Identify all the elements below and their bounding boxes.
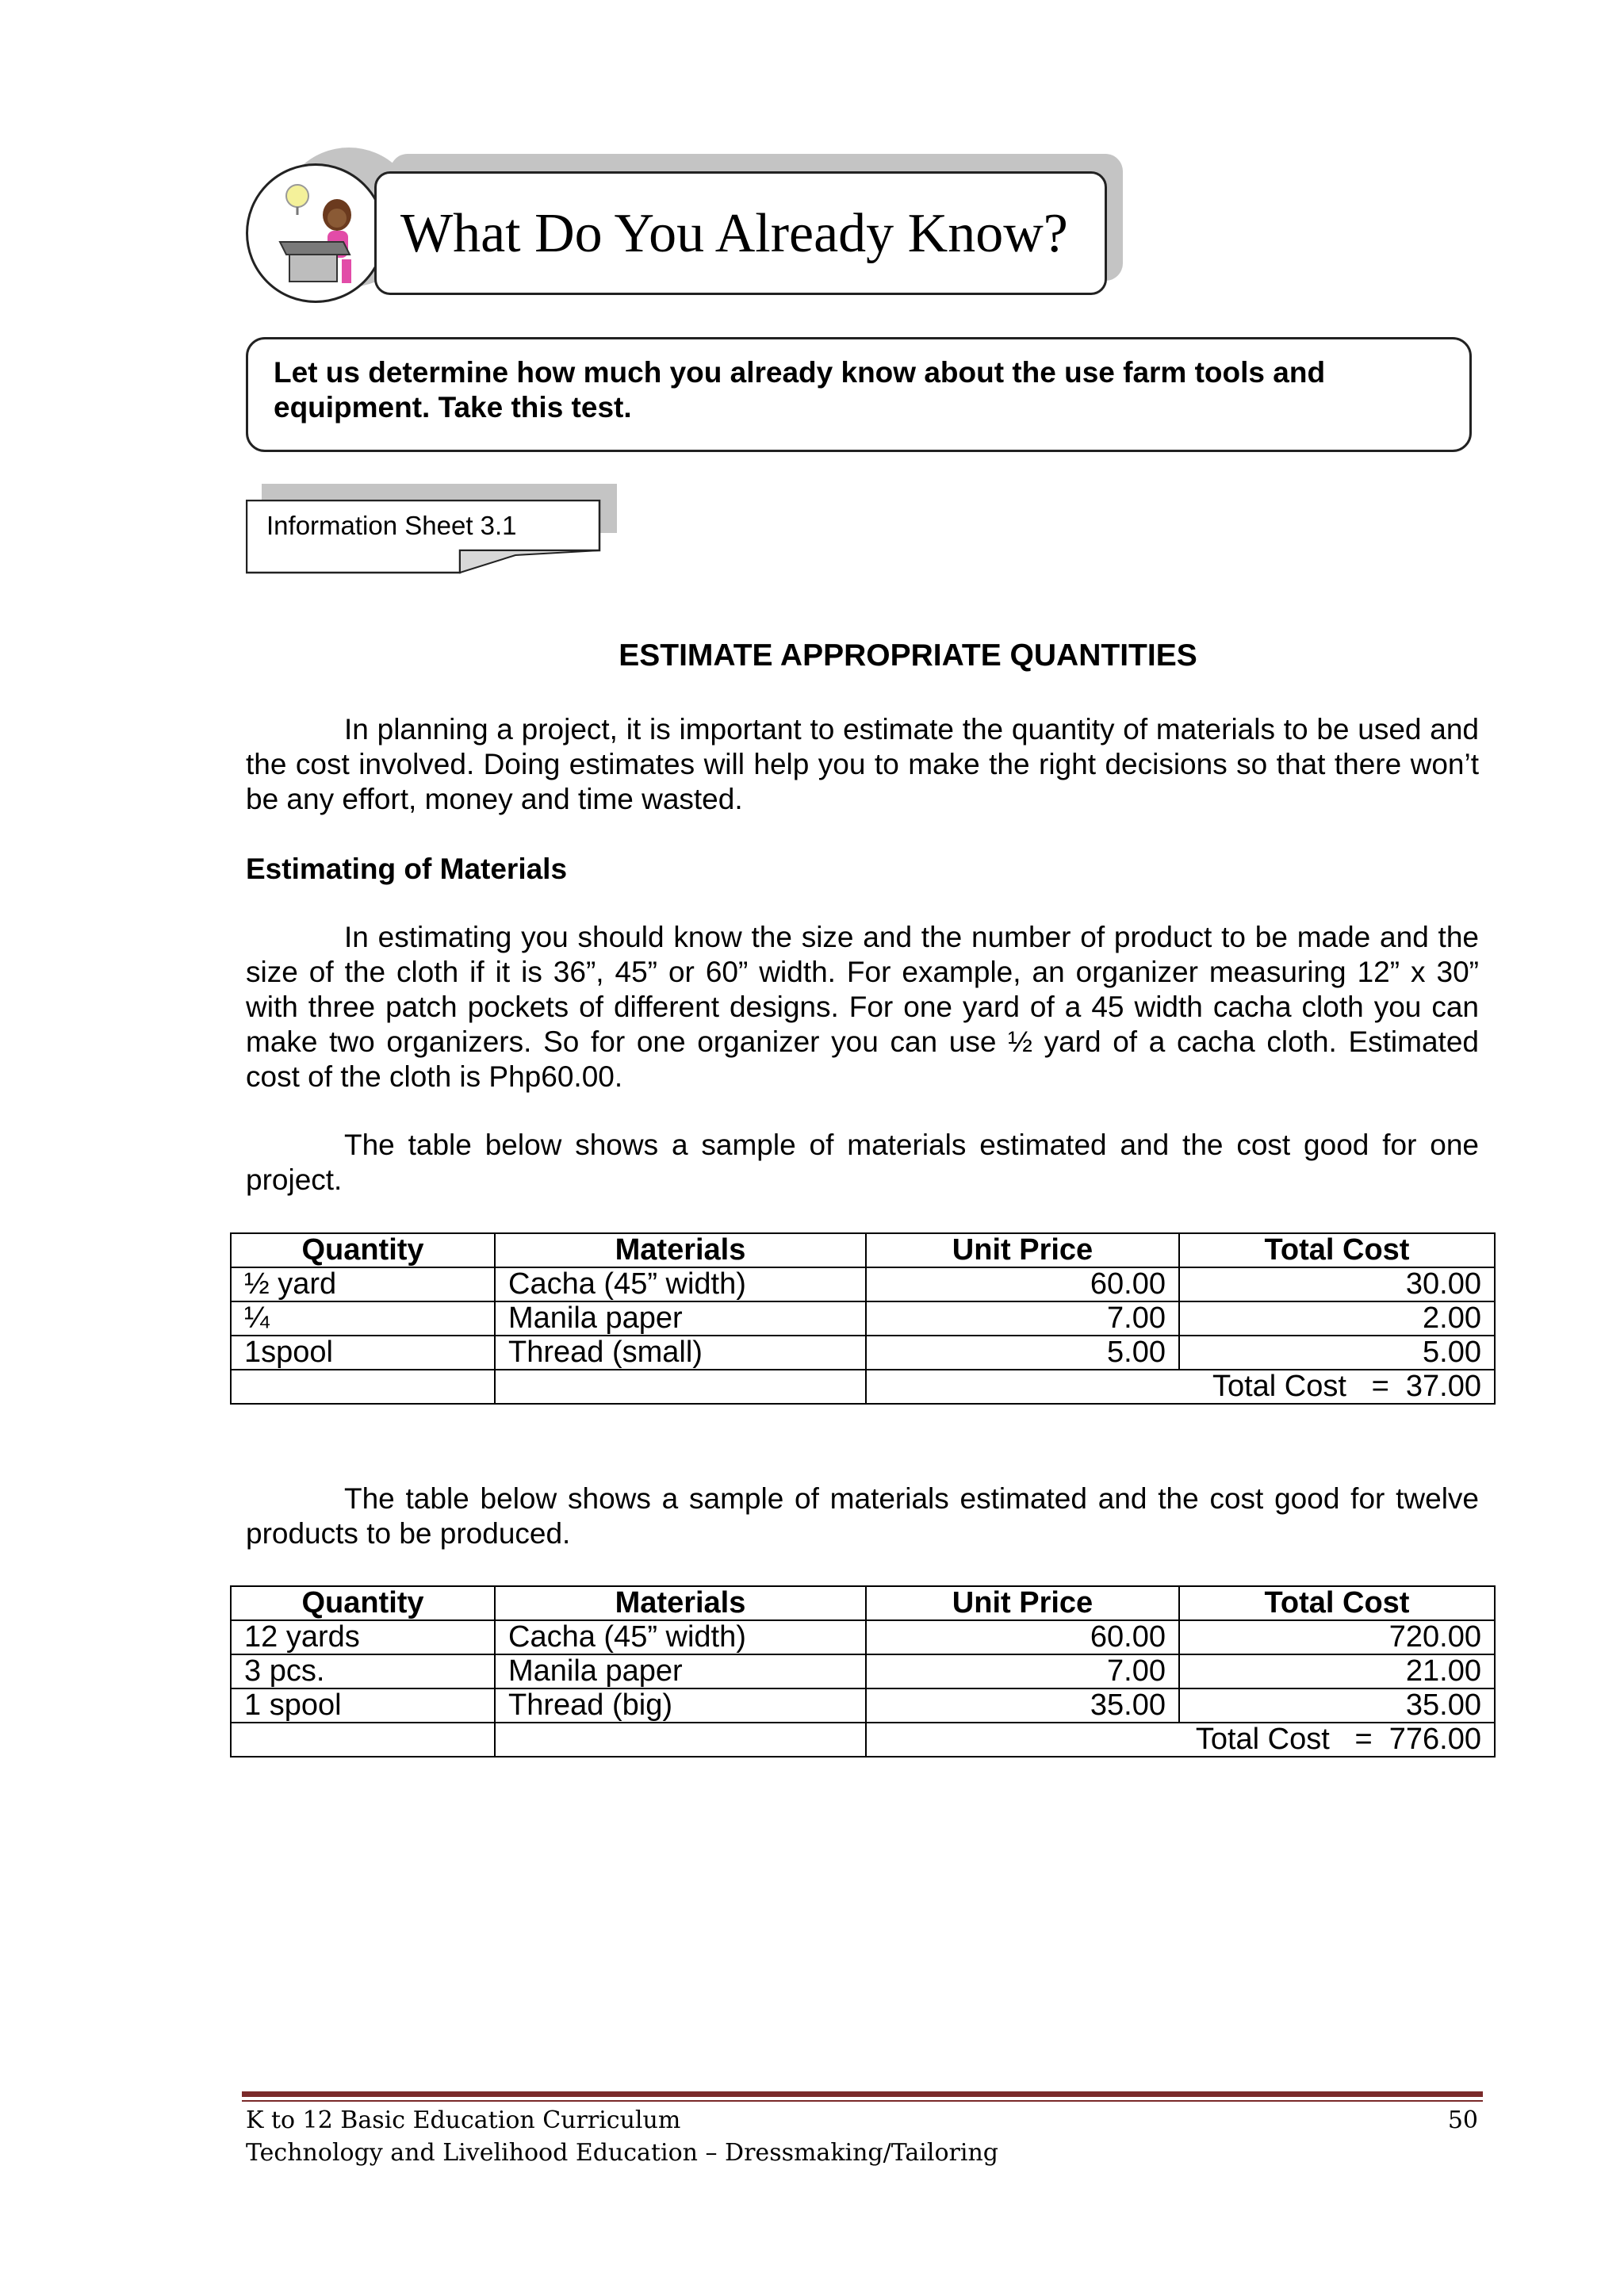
column-header: Quantity bbox=[231, 1233, 495, 1267]
title-box bbox=[374, 171, 1107, 295]
table2-caption: The table below shows a sample of materials estimated and the cost good for twelve products to be produced. bbox=[246, 1482, 1479, 1550]
table-row bbox=[231, 1620, 1495, 1654]
materials-cell: Cacha (45” width) bbox=[495, 1620, 866, 1654]
total-cost-cell: 720.00 bbox=[1179, 1620, 1495, 1654]
subheading: Estimating of Materials bbox=[246, 853, 568, 885]
page-title: What Do You Already Know? bbox=[400, 203, 1068, 264]
empty-cell bbox=[495, 1370, 866, 1404]
total-cost-cell: 21.00 bbox=[1179, 1654, 1495, 1688]
unit-price-cell: 60.00 bbox=[866, 1620, 1179, 1654]
footer-curriculum: K to 12 Basic Education Curriculum bbox=[246, 2106, 681, 2134]
table-header-row bbox=[231, 1233, 1495, 1267]
table-row bbox=[231, 1654, 1495, 1688]
column-header: Materials bbox=[495, 1233, 866, 1267]
quantity-cell: ½ yard bbox=[231, 1267, 495, 1301]
table-row bbox=[231, 1688, 1495, 1723]
table-total-row bbox=[231, 1723, 1495, 1757]
materials-cell: Thread (small) bbox=[495, 1336, 866, 1370]
unit-price-cell: 7.00 bbox=[866, 1654, 1179, 1688]
footer-subject: Technology and Livelihood Education – Dressmaking/Tailoring bbox=[246, 2139, 998, 2167]
total-cost-cell: 5.00 bbox=[1179, 1336, 1495, 1370]
empty-cell bbox=[231, 1723, 495, 1757]
unit-price-cell: 5.00 bbox=[866, 1336, 1179, 1370]
table-row bbox=[231, 1301, 1495, 1336]
section-heading: ESTIMATE APPROPRIATE QUANTITIES bbox=[619, 638, 1197, 673]
student-at-desk-icon bbox=[248, 166, 383, 301]
grand-total-cell: Total Cost = 776.00 bbox=[866, 1723, 1495, 1757]
quantity-cell: 1spool bbox=[231, 1336, 495, 1370]
column-header: Unit Price bbox=[866, 1586, 1179, 1620]
column-header: Quantity bbox=[231, 1586, 495, 1620]
grand-total-cell: Total Cost = 37.00 bbox=[866, 1370, 1495, 1404]
quantity-cell: 12 yards bbox=[231, 1620, 495, 1654]
materials-table-twelve-products bbox=[230, 1585, 1496, 1757]
quantity-cell: 3 pcs. bbox=[231, 1654, 495, 1688]
total-cost-cell: 2.00 bbox=[1179, 1301, 1495, 1336]
unit-price-cell: 35.00 bbox=[866, 1688, 1179, 1723]
intro-box bbox=[246, 337, 1472, 452]
column-header: Total Cost bbox=[1179, 1233, 1495, 1267]
student-illustration-icon bbox=[246, 163, 385, 303]
table1-caption: The table below shows a sample of materials estimated and the cost good for one project. bbox=[246, 1129, 1479, 1196]
quantity-cell: ¼ bbox=[231, 1301, 495, 1336]
table-row bbox=[231, 1336, 1495, 1370]
empty-cell bbox=[495, 1723, 866, 1757]
column-header: Materials bbox=[495, 1586, 866, 1620]
empty-cell bbox=[231, 1370, 495, 1404]
total-cost-cell: 30.00 bbox=[1179, 1267, 1495, 1301]
page-number: 50 bbox=[1447, 2106, 1478, 2134]
unit-price-cell: 60.00 bbox=[866, 1267, 1179, 1301]
materials-table-one-project bbox=[230, 1232, 1496, 1405]
table-total-row bbox=[231, 1370, 1495, 1404]
intro-text: Let us determine how much you already know about the use farm tools and equipment. Take this test. bbox=[274, 356, 1326, 424]
table-row bbox=[231, 1267, 1495, 1301]
materials-cell: Cacha (45” width) bbox=[495, 1267, 866, 1301]
unit-price-cell: 7.00 bbox=[866, 1301, 1179, 1336]
info-sheet-tag bbox=[246, 500, 601, 574]
total-cost-cell: 35.00 bbox=[1179, 1688, 1495, 1723]
column-header: Total Cost bbox=[1179, 1586, 1495, 1620]
info-sheet-label: Information Sheet 3.1 bbox=[266, 511, 517, 540]
materials-cell: Manila paper bbox=[495, 1654, 866, 1688]
estimating-paragraph: In estimating you should know the size and the number of product to be made and the size of the cloth if it is 36”, 45” or 60” width. For example, an organizer measuring 12” x 30” with three patch pockets of different designs. For one yard of a 45 width cacha cloth you can make two organizers. So for one organizer you can use ½ yard of a cacha cloth. Estimated cost of the cloth is Php60.00. bbox=[246, 921, 1479, 1093]
quantity-cell: 1 spool bbox=[231, 1688, 495, 1723]
table-header-row bbox=[231, 1586, 1495, 1620]
column-header: Unit Price bbox=[866, 1233, 1179, 1267]
footer-divider-thin bbox=[242, 2100, 1483, 2102]
materials-cell: Manila paper bbox=[495, 1301, 866, 1336]
materials-cell: Thread (big) bbox=[495, 1688, 866, 1723]
footer-divider bbox=[242, 2091, 1483, 2097]
intro-paragraph: In planning a project, it is important to estimate the quantity of materials to be used and the cost involved. Doing estimates will help you to make the right decisions so that there won’t be any effort, money and time wasted. bbox=[246, 713, 1479, 815]
